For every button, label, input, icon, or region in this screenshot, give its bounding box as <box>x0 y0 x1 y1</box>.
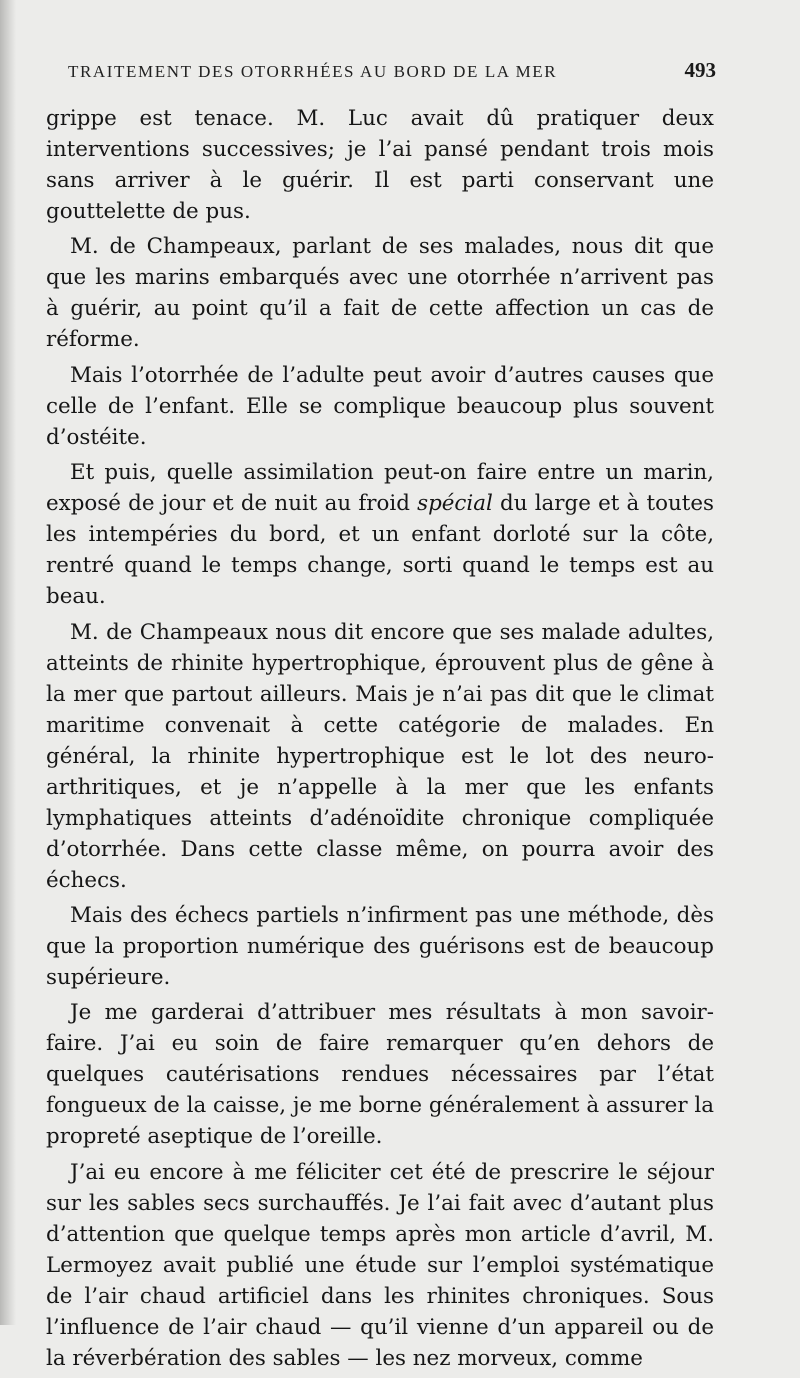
paragraph <box>46 1157 714 1374</box>
paragraph <box>46 103 714 227</box>
paragraph-text: M. de Champeaux nous dit encore que ses malade adultes, atteints de rhinite hypertrophique, éprouvent plus de gêne à la mer que partout ailleurs. Mais je n’ai pas dit que le climat maritime convenait à cette catégorie de malades. En général, la rhinite hypertrophique est le lot des neuro-arthritiques, et je n’appelle à la mer que les enfants lymphatiques atteints d’adénoïdite chronique compliquée d’otorrhée. Dans cette classe même, on pourra avoir des échecs. <box>46 619 714 893</box>
running-title: TRAITEMENT DES OTORRHÉES AU BORD DE LA MER <box>68 62 558 81</box>
paragraph <box>46 900 714 993</box>
paragraph-text: du large et à toutes les intempéries du bord, et un enfant dorloté sur la côte, rentré quand le temps change, sorti quand le temps est au beau. <box>46 491 714 610</box>
paragraph-text: grippe est tenace. M. Luc avait dû pratiquer deux interventions successives; je l’ai pansé pendant trois mois sans arriver à le guérir. Il est parti conservant une gouttelette de pus. <box>46 106 714 224</box>
page-number: 493 <box>684 58 716 82</box>
paragraph-text: M. de Champeaux, parlant de ses malades, nous dit que que les marins embarqués avec une otorrhée n’arrivent pas à guérir, au point qu’il a fait de cette affection un cas de réforme. <box>46 234 714 353</box>
paragraph <box>46 360 714 453</box>
running-head <box>68 58 716 86</box>
page-gutter-shadow <box>0 0 16 1325</box>
paragraph-text: Et puis, quelle assimilation peut-on faire entre un marin, exposé de jour et de nuit au froid <box>46 460 714 517</box>
paragraph-text: Mais l’otorrhée de l’adulte peut avoir d’autres causes que celle de l’enfant. Elle se complique beaucoup plus souvent d’ostéite. <box>46 362 714 450</box>
paragraph-text: Je me garderai d’attribuer mes résultats à mon savoir-faire. J’ai eu soin de faire remarquer qu’en dehors de quelques cautérisations rendues nécessaires par l’état fongueux de la caisse, je me borne généralement à assurer la propreté aseptique de l’oreille. <box>46 1000 714 1150</box>
paragraph <box>46 231 714 355</box>
paragraph-text: J’ai eu encore à me féliciter cet été de prescrire le séjour sur les sables secs surchauffés. Je l’ai fait avec d’autant plus d’attention que quelque temps après mon article d’avril, M. Lermoyez avait publié une étude sur l’emploi systématique de l’air chaud artificiel dans les rhinites chroniques. Sous l’influence de l’air chaud — qu’il vienne d’un appareil ou de la réverbération des sables — les nez morveux, comme <box>46 1159 714 1371</box>
paragraph <box>46 617 714 896</box>
italic-word: spécial <box>417 491 493 517</box>
paragraph-text: Mais des échecs partiels n’infirment pas une méthode, dès que la proportion numérique des guérisons est de beaucoup supérieure. <box>46 902 714 990</box>
body-text <box>46 103 714 1378</box>
paragraph <box>46 997 714 1152</box>
paragraph <box>46 457 714 612</box>
